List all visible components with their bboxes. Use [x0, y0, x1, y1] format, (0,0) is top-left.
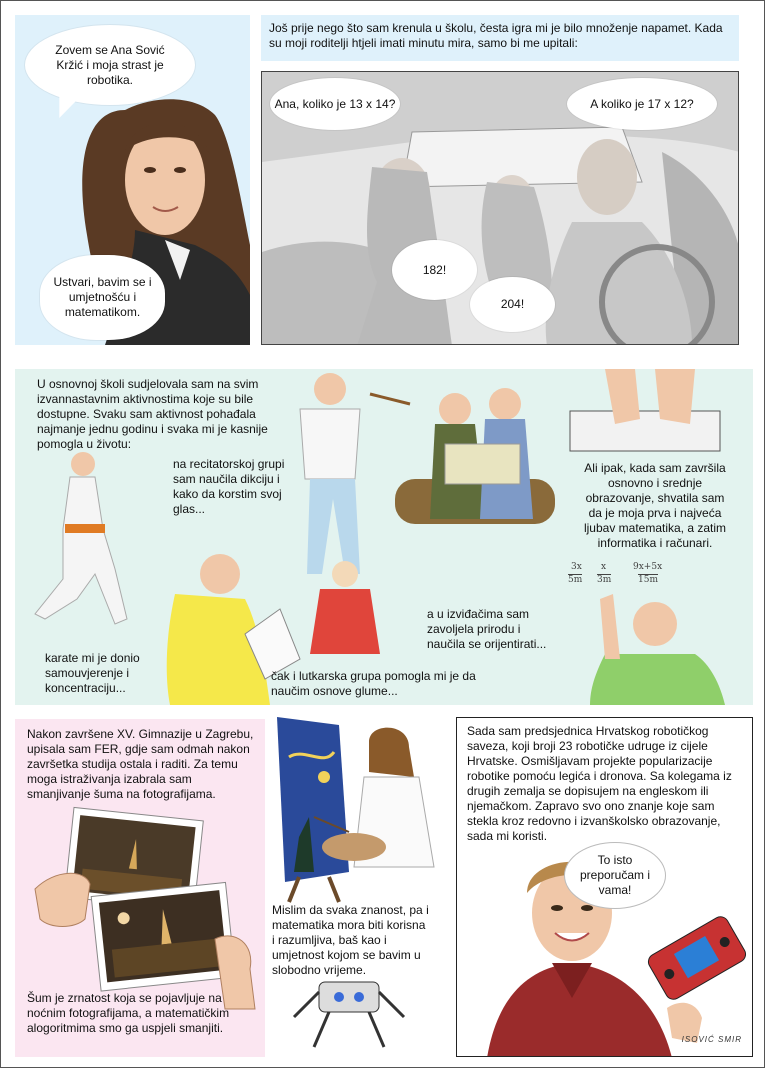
activities-intro: U osnovnoj školi sudjelovala sam na svim izvannastavnim aktivnostima koje su bile dostupne. Svaku sam aktivnost pohađala najmanje jednu godinu i svaka mi je kasnije pomogla u životu: — [37, 377, 268, 451]
formula-term-1-num: 3x — [571, 562, 582, 572]
robotics-text: Sada sam predsjednica Hrvatskog robotičkog saveza, koji broji 23 robotičke udruge iz cijele Hrvatske. Osmišljavam projekte popularizacije robotike pomoću legića i dronova. Sa kolegama iz drugih zemalja se dopisujem na engleskom ili njemačkom. Zapravo svo ono znanje koje sam stekla kroz redovno i izvanškolsko obrazovanje, sada mi koristi. — [467, 724, 732, 843]
answer-2-text: 204! — [500, 297, 525, 311]
bubble-answer-2 — [470, 277, 555, 332]
car-caption — [261, 15, 739, 61]
formula-term-2-den: 3m — [597, 575, 612, 585]
painting-text: Mislim da svaka znanost, pa i matematika mora biti korisna i razumljiva, baš kao i umjetnost kojom se bavim u slobodno vrijeme. — [272, 903, 429, 977]
formula-result-den: 15m — [638, 575, 658, 585]
recommend-text: To isto preporučam i vama! — [579, 853, 651, 897]
photography-bottom-text: Šum je zrnatost koja se pojavljuje na noćnim fotografijama, a matematičkim alogoritmima smo ga uspjeli smanjiti. — [27, 991, 230, 1035]
photography-top-text: Nakon završene XV. Gimnazije u Zagrebu, upisala sam FER, gdje sam odmah nakon završetka studija ostala i raditi. Za temu moga istraživanja izabrala sam smanjivanje šuma na fotografijama. — [27, 727, 254, 801]
intro-text: Zovem se Ana Sović Kržić i moja strast je robotika. — [55, 42, 165, 87]
panel-painting — [269, 717, 449, 1057]
panel-photography — [15, 719, 265, 1057]
panel-activities — [15, 369, 753, 705]
car-caption-text: Još prije nego što sam krenula u školu, česta igra mi je bilo množenje napamet. Kada su moji roditelji htjeli imati minutu mira, samo bi me upitali: — [269, 21, 723, 50]
recitation-text: na recitatorskoj grupi sam naučila dikciju i kako da korstim svoj glas... — [173, 457, 285, 516]
bubble-answer-1 — [392, 240, 477, 300]
puppets-text: čak i lutkarska grupa pomogla mi je da naučim osnove glume... — [271, 669, 476, 698]
question-2-text: A koliko je 17 x 12? — [590, 96, 694, 111]
car-scene — [261, 71, 739, 345]
formula-term-1-den: 5m — [568, 575, 583, 585]
answer-1-text: 182! — [422, 262, 447, 277]
bubble-question-1 — [270, 78, 400, 130]
question-1-text: Ana, koliko je 13 x 14? — [274, 96, 396, 111]
panel-intro — [15, 15, 250, 345]
artist-signature: ISOVIĆ SMIR — [681, 1035, 742, 1044]
speech-bubble-recommend — [565, 843, 665, 908]
math-formula — [563, 562, 683, 596]
also-text: Ustvari, bavim se i umjetnošću i matematikom. — [53, 275, 152, 319]
panel-robotics — [456, 717, 753, 1057]
formula-result-num: 9x+5x — [633, 562, 663, 572]
bubble-question-2 — [567, 78, 717, 130]
panel-car — [261, 15, 753, 345]
karate-text: karate mi je donio samouvjerenje i koncentraciju... — [45, 651, 140, 695]
formula-term-2-num: x — [601, 562, 607, 572]
robot-spider-illustration — [289, 957, 409, 1057]
scouts-text: a u izviđačima sam zavoljela prirodu i naučila se orijentirati... — [427, 607, 547, 651]
math-text: Ali ipak, kada sam završila osnovno i srednje obrazovanje, shvatila sam da je moja prva i najveća ljubav matematika, a zatim informatika i računari. — [583, 461, 727, 550]
speech-bubble-also — [40, 255, 165, 340]
